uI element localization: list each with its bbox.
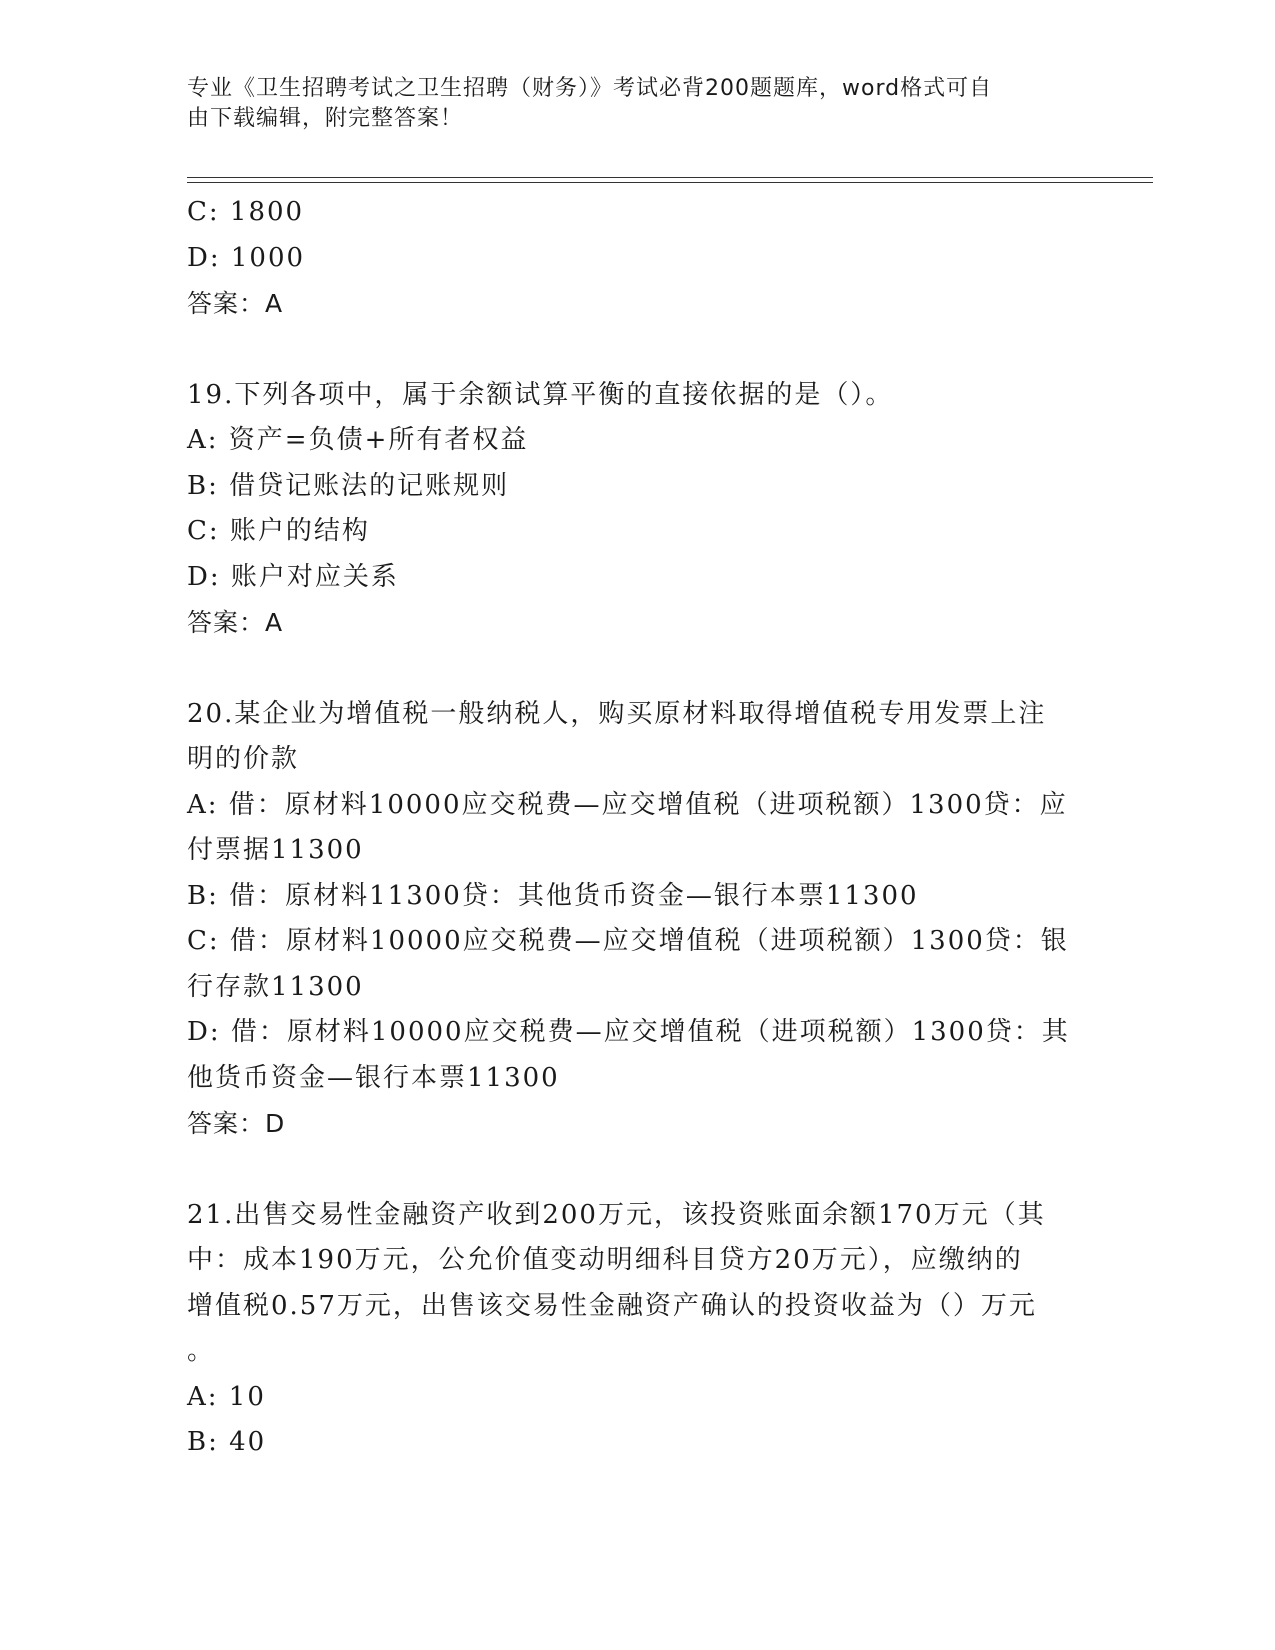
- answer-line: 答案：A: [187, 289, 284, 318]
- option-d-line-2: 他货币资金—银行本票11300: [187, 1062, 560, 1093]
- option-b: B: 借贷记账法的记账规则: [187, 470, 510, 501]
- option-d: D: 账户对应关系: [187, 561, 399, 592]
- option-b: B: 借：原材料11300贷：其他货币资金—银行本票11300: [187, 880, 919, 911]
- question-stem-line-2: 中：成本190万元，公允价值变动明细科目贷方20万元），应缴纳的: [187, 1245, 1023, 1275]
- option-a-line-2: 付票据11300: [187, 835, 364, 865]
- option-c-line-2: 行存款11300: [187, 971, 364, 1002]
- option-a: A: 资产=负债+所有者权益: [187, 425, 529, 455]
- question-21: [187, 1193, 1077, 1466]
- option-c: C: 1800: [187, 197, 305, 227]
- previous-question-tail: [187, 190, 1077, 327]
- header-divider-bottom: [187, 182, 1153, 183]
- option-a: A: 10: [187, 1381, 266, 1412]
- answer-line: 答案：A: [187, 608, 284, 637]
- document-header: [187, 74, 1067, 134]
- question-stem-line-1: 21.出售交易性金融资产收到200万元，该投资账面余额170万元（其: [187, 1199, 1046, 1230]
- option-c: C: 账户的结构: [187, 516, 370, 546]
- spacer: [187, 1147, 1077, 1193]
- option-d: D: 1000: [187, 242, 306, 273]
- question-stem-line-4: 。: [187, 1336, 216, 1366]
- spacer: [187, 646, 1077, 692]
- option-b: B: 40: [187, 1427, 267, 1457]
- question-stem-line-3: 增值税0.57万元，出售该交易性金融资产确认的投资收益为（）万元: [187, 1290, 1037, 1321]
- question-stem-line-1: 20.某企业为增值税一般纳税人，购买原材料取得增值税专用发票上注: [187, 698, 1047, 729]
- header-line-1: 专业《卫生招聘考试之卫生招聘（财务）》考试必背200题题库，word格式可自: [187, 76, 993, 101]
- question-19: [187, 373, 1077, 646]
- header-line-2: 由下载编辑，附完整答案！: [187, 106, 464, 131]
- question-20: [187, 692, 1077, 1147]
- answer-line: 答案：D: [187, 1109, 286, 1138]
- option-a-line-1: A: 借：原材料10000应交税费—应交增值税（进项税额）1300贷：应: [187, 789, 1068, 820]
- option-d-line-1: D: 借：原材料10000应交税费—应交增值税（进项税额）1300贷：其: [187, 1017, 1070, 1047]
- spacer: [187, 327, 1077, 373]
- document-body: [187, 190, 1077, 1466]
- header-divider-top: [187, 177, 1153, 178]
- option-c-line-1: C: 借：原材料10000应交税费—应交增值税（进项税额）1300贷：银: [187, 926, 1069, 956]
- question-stem-line-2: 明的价款: [187, 744, 300, 774]
- question-stem: 19.下列各项中，属于余额试算平衡的直接依据的是（）。: [187, 379, 894, 410]
